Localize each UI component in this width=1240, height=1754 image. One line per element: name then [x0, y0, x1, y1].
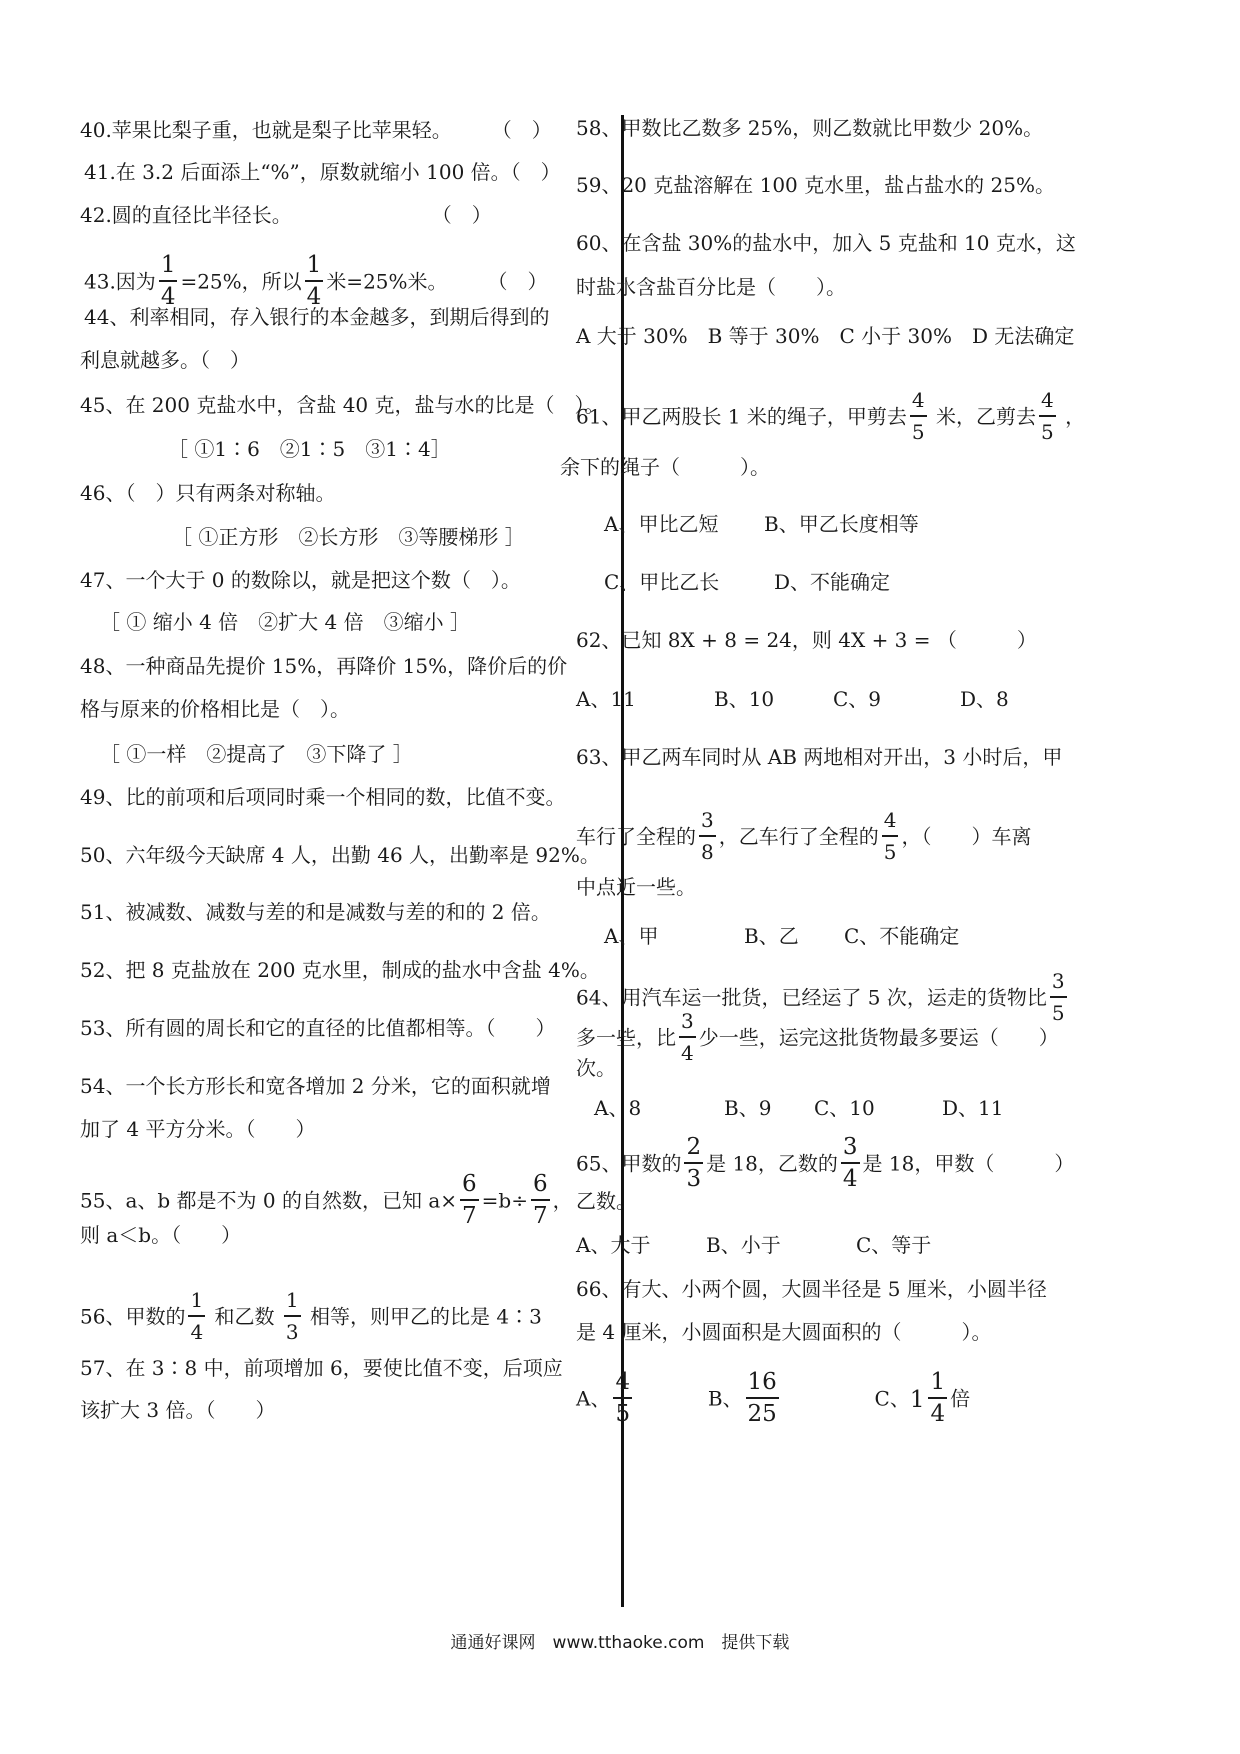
fraction: $\frac{3}{4}$: [842, 1134, 858, 1192]
question-48-line2: 格与原来的价格相比是（ ）。: [80, 697, 350, 721]
question-63-line2: 车行了全程的 $\frac{3}{8}$ ，乙车行了全程的 $\frac{4}{5}$ ，（ ）车离: [576, 807, 1031, 869]
question-64-option-b: B、9: [724, 1096, 772, 1120]
question-45-options: ［ ①1∶6 ②1∶5 ③1∶4］: [168, 437, 451, 461]
question-62-option-a: A、11: [576, 687, 636, 711]
question-61: 61、甲乙两股长 1 米的绳子，甲剪去 $\frac{4}{5}$ 米，乙剪去 $\frac{4}{5}$ ，: [576, 387, 1085, 449]
question-61-line2: 余下的绳子（ ）。: [560, 455, 770, 479]
question-58: 58、甲数比乙数多 25%，则乙数就比甲数少 20%。: [576, 116, 1044, 140]
question-46-options: ［ ①正方形 ②长方形 ③等腰梯形 ］: [172, 525, 525, 549]
fraction: $\frac{3}{5}$: [1051, 969, 1065, 1025]
fraction: $\frac{4}{5}$: [883, 808, 897, 864]
question-62: 62、已知 8X + 8 = 24，则 4X + 3 = （ ）: [576, 628, 1037, 652]
question-44-line1: 44、利率相同，存入银行的本金越多，到期后得到的: [84, 305, 550, 329]
fraction: $\frac{1}{4}$: [190, 1288, 204, 1344]
question-60-line2: 时盐水含盐百分比是（ ）。: [576, 275, 846, 299]
fraction: $\frac{4}{5}$: [615, 1369, 631, 1427]
question-65-option-b: B、小于: [706, 1233, 781, 1257]
fraction: $\frac{1}{3}$: [285, 1288, 299, 1344]
question-61-option-a: A、甲比乙短: [604, 512, 719, 536]
question-49: 49、比的前项和后项同时乘一个相同的数，比值不变。: [80, 785, 566, 809]
question-65: 65、甲数的 $\frac{2}{3}$ 是 18，乙数的 $\frac{3}{4}$ 是 18，甲数（ ）: [576, 1134, 1075, 1192]
fraction: $\frac{4}{5}$: [911, 388, 925, 444]
question-40: 40.苹果比梨子重，也就是梨子比苹果轻。 （ ）: [80, 118, 552, 142]
fraction: $\frac{1}{4}$: [160, 252, 176, 310]
question-64-option-c: C、10: [814, 1096, 875, 1120]
question-54-line1: 54、一个长方形长和宽各增加 2 分米，它的面积就增: [80, 1074, 551, 1098]
question-45: 45、在 200 克盐水中，含盐 40 克，盐与水的比是（ ）。: [80, 393, 605, 417]
question-53: 53、所有圆的周长和它的直径的比值都相等。（ ）: [80, 1016, 556, 1040]
question-51: 51、被减数、减数与差的和是减数与差的和的 2 倍。: [80, 900, 551, 924]
mixed-number: 1 $\frac{1}{4}$: [909, 1369, 946, 1427]
fraction: $\frac{16}{25}$: [747, 1369, 777, 1427]
question-65-option-a: A、大于: [576, 1233, 651, 1257]
question-64-option-d: D、11: [942, 1096, 1004, 1120]
question-48-line1: 48、一种商品先提价 15%，再降价 15%，降价后的价: [80, 654, 568, 678]
question-65-line2: 乙数。: [576, 1189, 636, 1213]
question-43: 43.因为 $\frac{1}{4}$ =25%，所以 $\frac{1}{4}$ 米=25%米。 （ ）: [84, 252, 548, 310]
fraction: $\frac{3}{8}$: [701, 808, 714, 864]
fraction: $\frac{3}{4}$: [681, 1009, 694, 1065]
question-57-line2: 该扩大 3 倍。（ ）: [80, 1398, 276, 1422]
question-63-option-a: A、甲: [604, 924, 659, 948]
question-50: 50、六年级今天缺席 4 人，出勤 46 人，出勤率是 92%。: [80, 843, 600, 867]
question-60-line1: 60、在含盐 30%的盐水中，加入 5 克盐和 10 克水，这: [576, 231, 1076, 255]
question-63-line1: 63、甲乙两车同时从 AB 两地相对开出，3 小时后，甲: [576, 745, 1063, 769]
question-54-line2: 加了 4 平方分米。（ ）: [80, 1117, 316, 1141]
question-59: 59、20 克盐溶解在 100 克水里，盐占盐水的 25%。: [576, 173, 1055, 197]
question-44-line2: 利息就越多。（ ）: [80, 348, 250, 372]
question-65-option-c: C、等于: [856, 1233, 932, 1257]
question-66-line1: 66、有大、小两个圆，大圆半径是 5 厘米，小圆半径: [576, 1277, 1047, 1301]
fraction: $\frac{1}{4}$: [306, 252, 322, 310]
question-60-options: A 大于 30% B 等于 30% C 小于 30% D 无法确定: [576, 324, 1075, 348]
question-63-line3: 中点近一些。: [576, 875, 696, 899]
question-61-option-d: D、不能确定: [774, 570, 891, 594]
question-61-option-b: B、甲乙长度相等: [764, 512, 919, 536]
question-64-option-a: A、8: [594, 1096, 642, 1120]
fraction: $\frac{2}{3}$: [686, 1134, 702, 1192]
question-57-line1: 57、在 3∶8 中，前项增加 6，要使比值不变，后项应: [80, 1356, 563, 1380]
question-64-line1: 64、用汽车运一批货，已经运了 5 次，运走的货物比 $\frac{3}{5}$: [576, 968, 1070, 1030]
question-64-line2: 多一些，比 $\frac{3}{4}$ 少一些，运完这批货物最多要运（ ）: [576, 1008, 1059, 1070]
question-62-option-b: B、10: [714, 687, 775, 711]
question-64-line3: 次。: [576, 1056, 616, 1080]
question-66-line2: 是 4 厘米，小圆面积是大圆面积的（ ）。: [576, 1320, 992, 1344]
question-48-options: ［ ①一样 ②提高了 ③下降了 ］: [100, 742, 413, 766]
question-63-option-b: B、乙: [744, 924, 799, 948]
fraction: $\frac{4}{5}$: [1040, 388, 1054, 444]
question-42: 42.圆的直径比半径长。 （ ）: [80, 203, 492, 227]
question-66-options: A、 $\frac{4}{5}$ B、 $\frac{16}{25}$ C、 1 $\frac{1}{4}$ 倍: [576, 1369, 970, 1431]
question-41: 41.在 3.2 后面添上“%”，原数就缩小 100 倍。（ ）: [84, 160, 561, 184]
footer-credit: 通通好课网 www.tthaoke.com 提供下载: [450, 1633, 790, 1653]
question-55: 55、a、b 都是不为 0 的自然数，已知 a× $\frac{6}{7}$ =b÷ $\frac{6}{7}$ ，: [80, 1171, 573, 1229]
question-47-options: ［ ① 缩小 4 倍 ②扩大 4 倍 ③缩小 ］: [100, 610, 470, 634]
question-46: 46、（ ）只有两条对称轴。: [80, 481, 336, 505]
question-56: 56、甲数的 $\frac{1}{4}$ 和乙数 $\frac{1}{3}$ 相等，则甲乙的比是 4∶3: [80, 1287, 542, 1349]
question-61-option-c: C、甲比乙长: [604, 570, 720, 594]
question-62-option-d: D、8: [960, 687, 1009, 711]
question-52: 52、把 8 克盐放在 200 克水里，制成的盐水中含盐 4%。: [80, 958, 600, 982]
fraction: $\frac{1}{4}$: [930, 1369, 946, 1427]
fraction: $\frac{6}{7}$: [532, 1171, 548, 1229]
fraction: $\frac{6}{7}$: [462, 1171, 477, 1229]
question-63-option-c: C、不能确定: [844, 924, 960, 948]
question-55-line2: 则 a＜b。（ ）: [80, 1223, 242, 1247]
question-62-option-c: C、9: [833, 687, 882, 711]
question-47: 47、一个大于 0 的数除以，就是把这个数（ ）。: [80, 568, 521, 592]
